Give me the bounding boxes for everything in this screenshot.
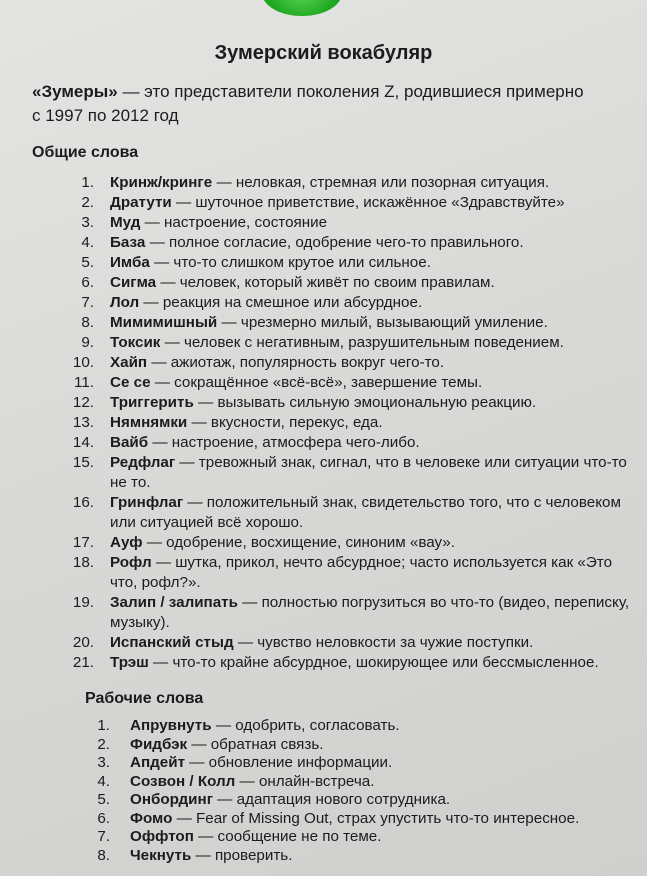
item-text (110, 293, 640, 313)
item-term: Залип / залипать (110, 594, 238, 611)
item-text (110, 653, 640, 673)
item-definition: — онлайн-встреча. (235, 772, 375, 790)
item-number: 18. (72, 554, 94, 571)
item-number: 7. (81, 294, 94, 311)
item-definition: — вызывать сильную эмоциональную реакцию. (193, 394, 537, 411)
section-heading-work: Рабочие слова (85, 690, 204, 707)
list-item (60, 373, 647, 393)
item-text (130, 847, 640, 866)
item-text (130, 717, 640, 736)
list-item (60, 433, 647, 453)
list-item (80, 754, 647, 773)
list-item (60, 293, 647, 313)
list-item (60, 333, 647, 353)
item-definition: — полное согласие, одобрение чего-то правильного. (145, 234, 524, 251)
item-definition: — вкусности, перекус, еда. (187, 414, 383, 431)
item-text (110, 553, 640, 593)
item-text (110, 353, 640, 373)
list-item (80, 773, 647, 792)
item-number: 1. (97, 717, 110, 734)
item-term: Имба (110, 254, 150, 271)
list-item (80, 717, 647, 736)
item-term: Рофл (110, 554, 152, 571)
intro-term: «Зумеры» (32, 82, 118, 101)
list-item (60, 353, 647, 373)
item-definition: — сокращённое «всё-всё», завершение темы. (150, 374, 483, 391)
item-term: Апрувнуть (130, 717, 212, 734)
item-number: 10. (72, 354, 94, 371)
item-number: 14. (72, 434, 94, 451)
list-item (60, 533, 647, 553)
item-text (110, 533, 640, 553)
item-definition: — ажиотаж, популярность вокруг чего-то. (147, 354, 445, 371)
item-definition: — проверить. (191, 846, 293, 864)
list-item (60, 193, 647, 213)
item-term: Хайп (110, 354, 148, 371)
list-item (60, 213, 647, 233)
item-text (110, 253, 640, 273)
item-definition: — человек с негативным, разрушительным поведением. (160, 334, 564, 351)
item-definition: — сообщение не по теме. (193, 828, 382, 845)
item-number: 9. (81, 334, 94, 351)
item-definition: — что-то слишком крутое или сильное. (149, 254, 431, 271)
item-text (130, 773, 640, 792)
item-term: Муд (110, 214, 141, 231)
item-text (110, 193, 640, 213)
item-text (110, 393, 640, 413)
item-term: Нямнямки (110, 414, 188, 431)
list-item (60, 493, 647, 533)
document-body (0, 143, 647, 865)
item-number: 8. (81, 314, 94, 331)
item-text (110, 373, 640, 393)
item-number: 2. (81, 194, 94, 211)
list-item (60, 233, 647, 253)
item-term: Испанский стыд (110, 634, 234, 651)
list-item (60, 453, 647, 493)
item-text (110, 313, 640, 333)
item-definition: — человек, который живёт по своим правилам. (156, 274, 495, 291)
item-text (110, 593, 640, 633)
item-number: 21. (72, 654, 94, 671)
item-term: Ауф (110, 534, 143, 551)
list-item (60, 553, 647, 593)
item-definition: — настроение, атмосфера чего-либо. (148, 434, 420, 451)
item-number: 1. (81, 174, 94, 191)
general-words-list (60, 173, 647, 673)
list-item (80, 810, 647, 829)
item-definition: — обновление информации. (185, 754, 393, 771)
item-term: Гринфлаг (110, 494, 184, 511)
item-number: 12. (72, 394, 94, 411)
document-title: Зумерский вокабуляр (214, 42, 433, 64)
item-text (110, 493, 640, 533)
list-item (60, 593, 647, 633)
item-definition: — обратная связь. (187, 735, 324, 753)
list-item (60, 273, 647, 293)
item-number: 4. (81, 234, 94, 251)
item-term: Фомо (130, 809, 173, 827)
list-item (60, 653, 647, 673)
item-number: 3. (97, 754, 110, 771)
item-definition: — неловкая, стремная или позорная ситуация. (212, 174, 550, 191)
item-number: 5. (81, 254, 94, 271)
item-definition: — тревожный знак, сигнал, что в человеке или ситуации что-то не то. (110, 454, 627, 491)
item-term: Оффтоп (130, 828, 194, 845)
item-number: 17. (72, 534, 94, 551)
intro-text: — это представители поколения Z, родившиеся примерно с 1997 по 2012 год (32, 82, 584, 125)
work-words-list (80, 717, 647, 865)
item-term: Апдейт (130, 754, 186, 771)
item-term: Дратути (110, 194, 172, 211)
item-term: Триггерить (110, 394, 194, 411)
list-item (60, 173, 647, 193)
item-definition: — шутка, прикол, нечто абсурдное; часто используется как «Это что, рофл?». (110, 554, 613, 591)
item-text (110, 213, 640, 233)
item-number: 6. (81, 274, 94, 291)
item-definition: — одобрить, согласовать. (211, 717, 400, 734)
item-number: 8. (97, 846, 110, 864)
item-term: База (110, 234, 146, 251)
list-item (80, 847, 647, 866)
item-definition: — шуточное приветствие, искажённое «Здравствуйте» (171, 194, 565, 211)
item-term: Онбординг (130, 791, 214, 808)
item-number: 3. (81, 214, 94, 231)
item-definition: — реакция на смешное или абсурдное. (139, 294, 423, 311)
item-number: 11. (74, 374, 94, 391)
item-definition: — настроение, состояние (140, 214, 328, 231)
item-number: 13. (72, 414, 94, 431)
item-term: Трэш (110, 654, 149, 671)
intro-paragraph (32, 80, 592, 128)
item-definition: — полностью погрузиться во что-то (видео, переписку, музыку). (110, 594, 630, 631)
item-number: 20. (72, 634, 94, 651)
item-number: 7. (97, 828, 110, 845)
list-item (80, 791, 647, 810)
item-term: Сигма (110, 274, 157, 291)
item-text (110, 333, 640, 353)
item-text (110, 233, 640, 253)
section-heading-general: Общие слова (32, 144, 139, 161)
item-term: Токсик (110, 334, 161, 351)
item-text (110, 413, 640, 433)
item-term: Редфлаг (110, 454, 176, 471)
green-object-top (262, 0, 342, 16)
item-term: Лол (110, 294, 140, 311)
list-item (60, 413, 647, 433)
item-number: 15. (72, 454, 94, 471)
item-number: 4. (97, 772, 110, 790)
item-definition: — чувство неловкости за чужие поступки. (233, 634, 534, 651)
item-number: 16. (72, 494, 94, 511)
item-text (130, 754, 640, 773)
list-item (80, 736, 647, 755)
item-text (110, 433, 640, 453)
list-item (60, 253, 647, 273)
item-definition: — положительный знак, свидетельство того, что с человеком или ситуацией всё хорошо. (110, 494, 621, 531)
item-number: 2. (97, 735, 110, 753)
item-text (130, 810, 640, 829)
list-item (60, 313, 647, 333)
item-definition: — адаптация нового сотрудника. (213, 791, 451, 808)
item-text (110, 173, 640, 193)
item-term: Созвон / Колл (130, 772, 236, 790)
item-number: 19. (72, 594, 94, 611)
item-text (110, 633, 640, 653)
list-item (60, 633, 647, 653)
item-text (130, 828, 640, 847)
item-term: Чекнуть (130, 846, 192, 864)
item-definition: — Fear of Missing Out, страх упустить что-то интересное. (172, 809, 580, 827)
item-definition: — одобрение, восхищение, синоним «вау». (142, 534, 455, 551)
item-term: Вайб (110, 434, 149, 451)
item-term: Се се (110, 374, 151, 391)
item-text (110, 273, 640, 293)
item-text (130, 791, 640, 810)
list-item (80, 828, 647, 847)
item-definition: — чрезмерно милый, вызывающий умиление. (217, 314, 548, 331)
item-text (110, 453, 640, 493)
item-number: 6. (97, 809, 110, 827)
item-term: Мимимишный (110, 314, 218, 331)
item-definition: — что-то крайне абсурдное, шокирующее или бессмысленное. (148, 654, 599, 671)
item-term: Кринж/кринге (110, 174, 213, 191)
list-item (60, 393, 647, 413)
item-term: Фидбэк (130, 735, 188, 753)
item-number: 5. (97, 791, 110, 808)
item-text (130, 736, 640, 755)
